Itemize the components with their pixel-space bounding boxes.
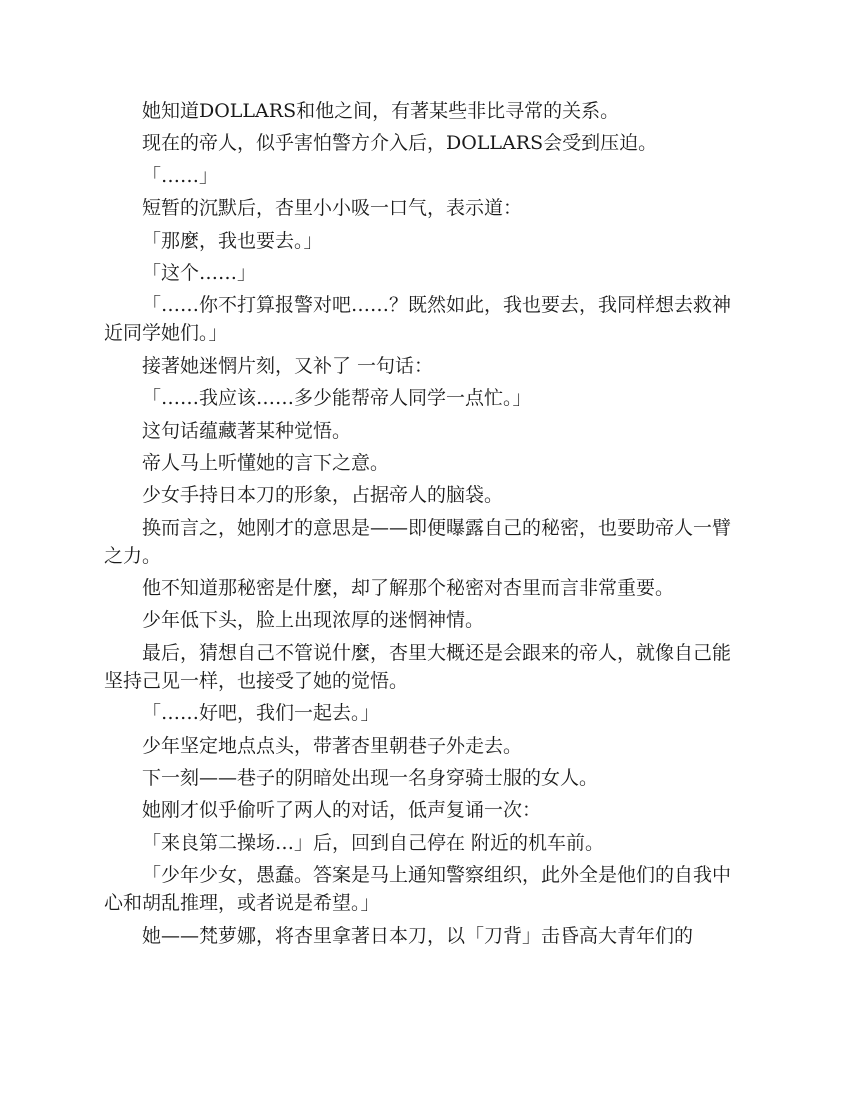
paragraph: 「……你不打算报警对吧……？既然如此，我也要去，我同样想去救神近同学她们。」: [104, 294, 732, 345]
paragraph: 「……」: [142, 164, 219, 187]
paragraph: 「……我应该……多少能帮帝人同学一点忙。」: [142, 387, 532, 410]
paragraph: 「……好吧，我们一起去。」: [142, 702, 380, 725]
paragraph: 她刚才似乎偷听了两人的对话，低声复诵一次：: [142, 799, 542, 822]
paragraph: 她——梵萝娜，将杏里拿著日本刀，以「刀背」击昏高大青年们的: [142, 924, 694, 947]
paragraph: 现在的帝人，似乎害怕警方介入后，DOLLARS会受到压迫。: [142, 132, 658, 155]
paragraph: 少年低下头，脸上出现浓厚的迷惘神情。: [142, 609, 485, 632]
paragraph: 他不知道那秘密是什麼，却了解那个秘密对杏里而言非常重要。: [142, 577, 675, 600]
paragraph: 她知道DOLLARS和他之间，有著某些非比寻常的关系。: [142, 100, 620, 122]
paragraph: 换而言之，她刚才的意思是——即便曝露自己的秘密，也要助帝人一臂之力。: [104, 516, 732, 567]
paragraph: 「少年少女，愚蠢。答案是马上通知警察组织，此外全是他们的自我中心和胡乱推理，或者说是希望。」: [104, 864, 732, 915]
paragraph: 帝人马上听懂她的言下之意。: [142, 451, 390, 474]
paragraph: 少年坚定地点点头，带著杏里朝巷子外走去。: [142, 734, 523, 757]
paragraph: 这句话蕴藏著某种觉悟。: [142, 419, 352, 442]
paragraph: 「来良第二操场…」后，回到自己停在 附近的机车前。: [142, 831, 605, 854]
paragraph: 最后，猜想自己不管说什麼，杏里大概还是会跟来的帝人，就像自己能坚持己见一样，也接受了她的觉悟。: [104, 641, 732, 692]
paragraph: 「这个……」: [142, 261, 257, 284]
paragraph: 少女手持日本刀的形象，占据帝人的脑袋。: [142, 484, 504, 507]
paragraph: 下一刻——巷子的阴暗处出现一名身穿骑士服的女人。: [142, 767, 599, 790]
paragraph: 「那麼，我也要去。」: [142, 229, 323, 252]
paragraph: 接著她迷惘片刻，又补了 一句话：: [142, 354, 434, 377]
body-text: [104, 97, 746, 954]
paragraph: 短暂的沉默后，杏里小小吸一口气，表示道：: [142, 197, 523, 220]
